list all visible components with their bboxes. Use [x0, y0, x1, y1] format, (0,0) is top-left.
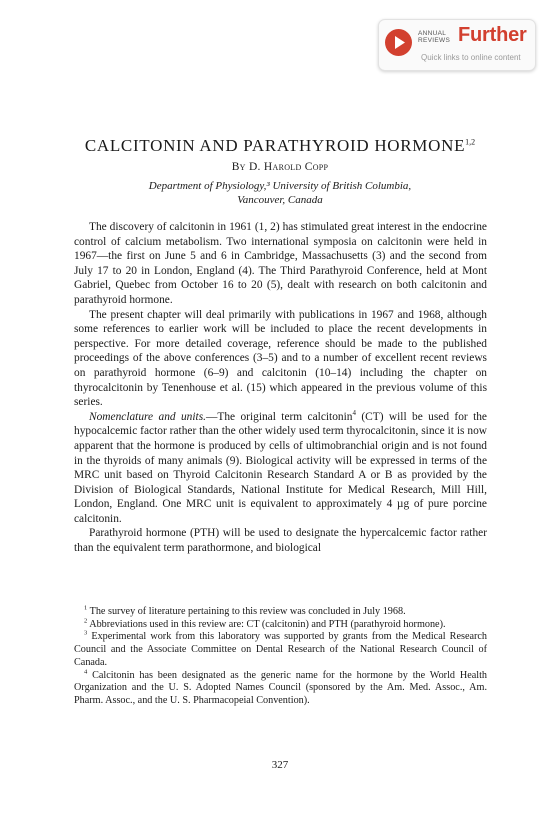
- annual-reviews-logo-icon: [385, 29, 412, 56]
- page-number: 327: [271, 759, 289, 771]
- further-tagline: Quick links to online content: [421, 53, 521, 62]
- article-body: [74, 220, 487, 556]
- affiliation-line-1: Department of Physiology,³ University of British Columbia,: [148, 180, 412, 192]
- byline-prefix: By: [231, 161, 246, 173]
- footnotes: [74, 606, 487, 708]
- paragraph-nomenclature: Nomenclature and units.—The original term calcitonin$^4$ (CT) will be used for the hypocalcemic factor rather than the other widely used term thyrocalcitonin, since it is now apparent that the hormone is produced by cells of ultimobranchial origin and is not found in the thyroids of many animals (9). Biological activity will be expressed in terms of the MRC unit based on Thyroid Calcitonin Research Standard A or B as provided by the Division of Biological Standards, National Institute for Medical Research, Mill Hill, London, England. One MRC unit is equivalent to approximately 4 µg of pure porcine calcitonin.: [74, 408, 487, 525]
- footnote: $^4$ Calcitonin has been designated as the generic name for the hormone by the World Health Organization and the U. S. Adopted Names Council (sponsored by the Am. Med. Assoc., Am. Pharm. Assoc., and the U. S. Pharmacopeial Convention).: [74, 668, 487, 706]
- further-label: Further: [458, 24, 527, 46]
- footnote-marker: 4: [352, 408, 356, 417]
- footnote: $^1$ The survey of literature pertaining to this review was concluded in July 1968.: [84, 604, 406, 617]
- section-run-in-heading: Nomenclature and units.: [89, 410, 206, 423]
- author-affiliation: [0, 179, 560, 207]
- footnote: $^3$ Experimental work from this laboratory was supported by grants from the Medical Research Council and the Associate Committee on Dental Research of the National Research Council of Canada.: [74, 630, 487, 668]
- author-byline: [0, 161, 560, 173]
- author-name: D. Harold Copp: [248, 161, 329, 173]
- paragraph-pth: Parathyroid hormone (PTH) will be used to designate the hypercalcemic factor rather than the equivalent term parathormone, and biological: [74, 527, 487, 555]
- paragraph-introduction: The discovery of calcitonin in 1961 (1, 2) has stimulated great interest in the endocrine control of calcium metabolism. Two international symposia on calcitonin were held in 1967—the first on June 5 and 6 in Cambridge, Massachusetts (3) and the second from July 17 to 20 in London, England (4). The Third Parathyroid Conference, held at Mont Gabriel, Quebec from October 16 to 20 (5), dealt with research on both calcitonin and parathyroid hormone.: [74, 221, 487, 306]
- affiliation-line-2: Vancouver, Canada: [237, 194, 323, 206]
- title-footnote-markers: 1,2: [465, 137, 476, 147]
- paragraph-scope: The present chapter will deal primarily with publications in 1967 and 1968, although some references to earlier work will be included to place the recent developments in perspective. For more detailed coverage, reference should be made to the published proceedings of the above conferences (3–5) and to a number of excellent recent reviews on parathyroid hormone (6–9) and calcitonin (10–14) including the chapter on thyrocalcitonin by Tenenhouse et al. (15) which appeared in the previous volume of this series.: [74, 308, 487, 409]
- annual-reviews-wordmark: ANNUAL REVIEWS: [418, 30, 451, 44]
- article-title: CALCITONIN AND PARATHYROID HORMONE$^{1,2}$: [84, 136, 476, 155]
- annual-reviews-further-link[interactable]: [378, 19, 536, 71]
- footnote: $^2$ Abbreviations used in this review are: CT (calcitonin) and PTH (parathyroid hormone).: [84, 617, 446, 630]
